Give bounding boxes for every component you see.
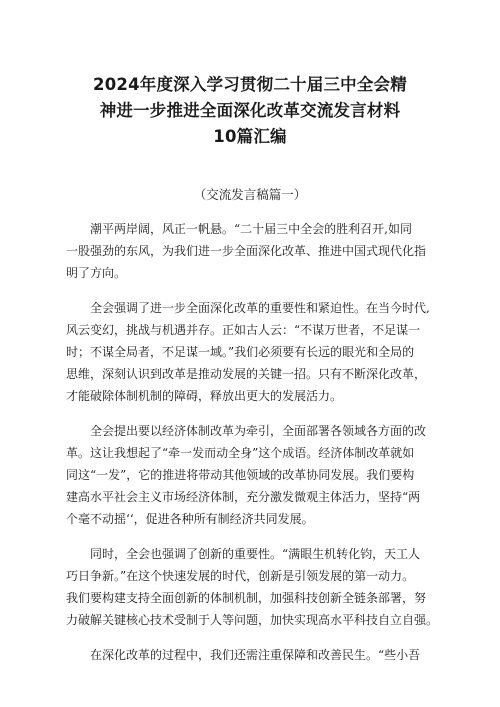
paragraph-line: 时；不谋全局者，不足谋一域。”我们必须要有长远的眼光和全局的 <box>66 345 415 359</box>
paragraph-line: 革。这让我想起了“牵一发而动全身”这个成语。经济体制改革就如 <box>66 446 415 460</box>
paragraph-line: 潮平两岸阔，风正一帆悬。“二十届三中全会的胜利召开,如同 <box>90 222 412 236</box>
paragraph <box>66 543 439 631</box>
paragraph-line: 风云变幻，挑战与机遇并存。正如古人云：“不谋万世者，不足谋一 <box>66 323 421 337</box>
title-line: 10篇汇编 <box>213 127 287 146</box>
paragraph <box>66 420 434 530</box>
paragraph-line: 全会提出要以经济体制改革为牵引，全面部署各领域各方面的改 <box>90 424 427 438</box>
paragraph-line: 明了方向。 <box>66 266 127 280</box>
paragraph-line: 我们要构建支持全面创新的体制机制，加强科技创新全链条部署，努 <box>66 591 427 605</box>
paragraph-line: 同这“一发”，它的推进将带动其他领域的改革协同发展。我们要构 <box>66 468 415 482</box>
title-line: 神进一步推进全面深化改革交流发言材料 <box>99 101 401 120</box>
paragraph-line: 在深化改革的过程中，我们还需注重保障和改善民生。“些小吾 <box>90 648 421 662</box>
paragraph-line: 建高水平社会主义市场经济体制，充分激发微观主体活力，坚持“两 <box>66 490 421 504</box>
paragraph-line: 才能破除体制机制的障碍，释放出更大的发展活力。 <box>66 389 343 403</box>
paragraph-line: 思维，深刻认识到改革是推动发展的关键一招。只有不断深化改革， <box>66 367 427 381</box>
paragraph-line: 力破解关键核心技术受制于人等问题，加快实现高水平科技自立自强。 <box>66 613 439 627</box>
document-body <box>66 218 439 666</box>
section-heading: （交流发言稿篇一） <box>193 187 307 202</box>
title-line: 2024年度深入学习贯彻二十届三中全会精 <box>93 75 407 94</box>
paragraph <box>66 297 434 407</box>
paragraph <box>66 644 434 666</box>
paragraph-line: 同时，全会也强调了创新的重要性。“满眼生机转化钧，天工人 <box>90 547 421 561</box>
paragraph-line: 巧日争新。”在这个快速发展的时代，创新是引领发展的第一动力。 <box>66 569 415 583</box>
paragraph <box>66 218 434 284</box>
document-title <box>66 0 434 150</box>
paragraph-line: 全会强调了进一步全面深化改革的重要性和紧迫性。在当今时代, <box>90 301 430 315</box>
paragraph-line: 个毫不动摇‘‘，促进各种所有制经济共同发展。 <box>66 512 314 526</box>
paragraph-line: 一股强劲的东风，为我们进一步全面深化改革、推进中国式现代化指 <box>66 244 427 258</box>
